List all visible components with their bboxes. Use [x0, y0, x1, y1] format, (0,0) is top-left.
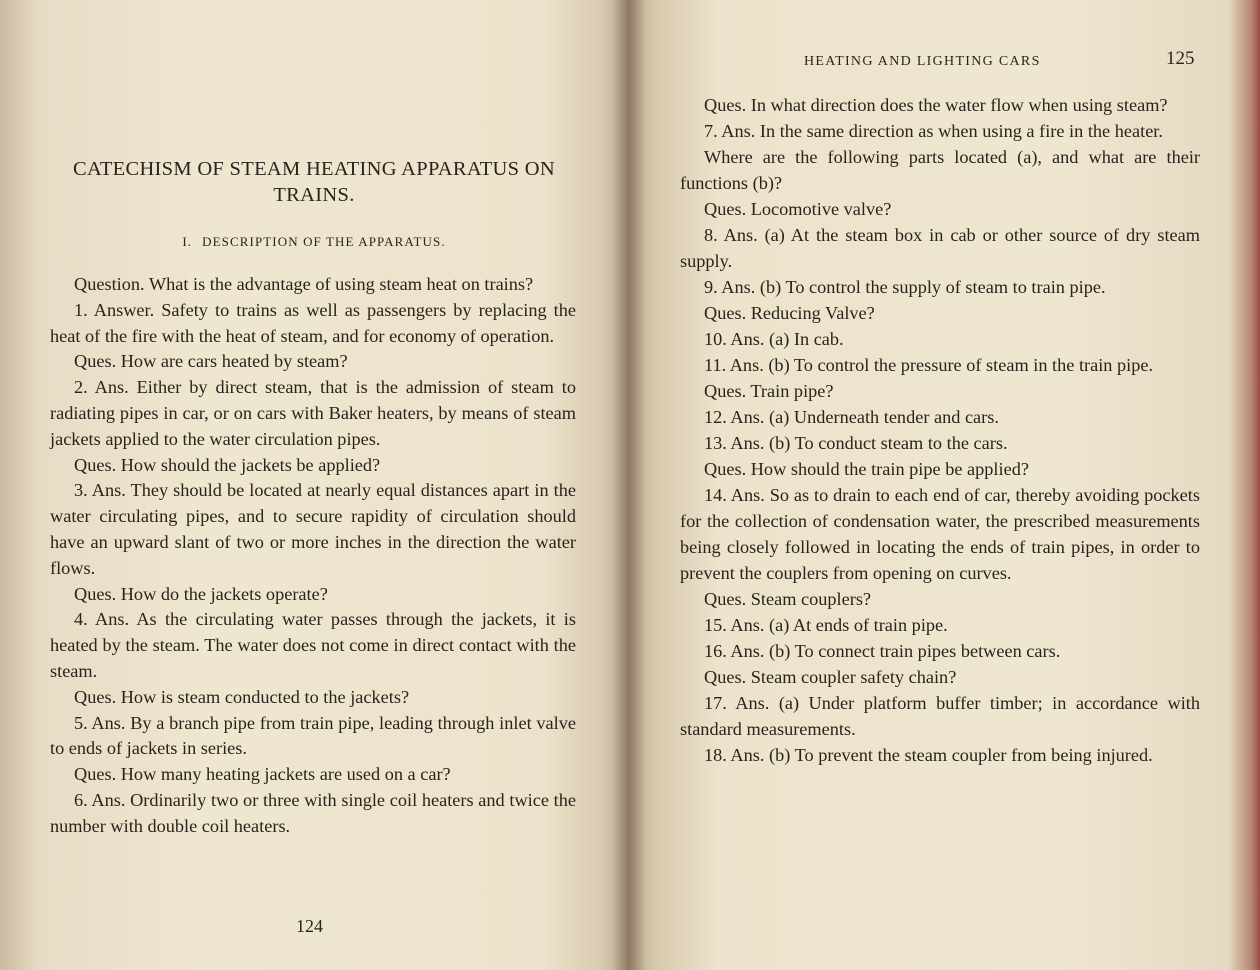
qa-text: They should be located at nearly equal distances apart in the water circulating pipes, and to secure rapidity of circulation should have an upward slant of two or more inches in the direction the water flows. — [50, 480, 576, 578]
qa-paragraph — [680, 430, 1200, 456]
qa-text: In what direction does the water flow when using steam? — [750, 95, 1168, 115]
qa-paragraph — [680, 456, 1200, 482]
qa-label: 14. Ans. — [704, 485, 765, 505]
qa-label: Ques. — [704, 381, 747, 401]
running-head: HEATING AND LIGHTING CARS — [804, 54, 1041, 69]
qa-text: Steam coupler safety chain? — [750, 667, 957, 687]
qa-paragraph — [680, 690, 1200, 742]
qa-paragraph — [680, 482, 1200, 586]
page-number: 125 — [1166, 48, 1195, 69]
qa-label: 7. Ans. — [704, 121, 756, 141]
qa-text: Steam couplers? — [750, 589, 872, 609]
qa-paragraph — [50, 298, 576, 350]
qa-text: (a) At ends of train pipe. — [769, 615, 948, 635]
chapter-heading: CATECHISM OF STEAM HEATING APPARATUS ON TRAINS. — [73, 158, 555, 206]
qa-text: What is the advantage of using steam heat on trains? — [148, 274, 534, 294]
qa-text: How are cars heated by steam? — [120, 351, 348, 372]
qa-paragraph — [680, 586, 1200, 612]
qa-paragraph — [50, 272, 576, 298]
qa-paragraph — [50, 478, 576, 581]
qa-text: How is steam conducted to the jackets? — [120, 686, 410, 707]
qa-label: 10. Ans. — [704, 329, 765, 349]
section-number: I. — [182, 234, 193, 249]
qa-text: (b) To prevent the steam coupler from being injured. — [769, 745, 1153, 765]
qa-label: 3. Ans. — [74, 480, 126, 501]
qa-paragraph — [680, 378, 1200, 404]
qa-paragraph — [680, 222, 1200, 274]
left-page — [0, 0, 628, 970]
book-gutter — [612, 0, 646, 970]
qa-label: Ques. — [704, 459, 747, 479]
qa-label: Ques. — [704, 95, 747, 115]
qa-text: (b) To control the supply of steam to train pipe. — [759, 277, 1106, 297]
qa-paragraph — [680, 300, 1200, 326]
qa-label: 17. Ans. — [704, 693, 770, 713]
qa-text: (a) Under platform buffer timber; in accordance with standard measurements. — [680, 693, 1200, 739]
qa-label: 1. Answer. — [74, 299, 155, 320]
qa-paragraph — [50, 788, 576, 840]
qa-paragraph — [680, 612, 1200, 638]
qa-text: (b) To control the pressure of steam in the train pipe. — [768, 355, 1154, 375]
qa-label: 15. Ans. — [704, 615, 765, 635]
qa-text: How do the jackets operate? — [120, 583, 328, 604]
qa-text: In the same direction as when using a fire in the heater. — [759, 121, 1163, 141]
qa-text: Locomotive valve? — [750, 199, 892, 219]
qa-label: 12. Ans. — [704, 407, 765, 427]
qa-paragraph — [50, 711, 576, 763]
qa-label: Ques. — [74, 686, 117, 707]
qa-label: Ques. — [74, 583, 117, 604]
right-page-body — [680, 92, 1200, 768]
qa-label: 11. Ans. — [704, 355, 764, 375]
qa-paragraph — [50, 349, 576, 375]
qa-label: Ques. — [704, 199, 747, 219]
qa-paragraph — [50, 375, 576, 452]
qa-label: 18. Ans. — [704, 745, 765, 765]
left-page-body — [50, 272, 576, 840]
qa-text: How should the train pipe be applied? — [750, 459, 1029, 479]
qa-label: Ques. — [704, 303, 747, 323]
qa-text: How many heating jackets are used on a car? — [120, 764, 451, 785]
qa-text: (a) At the steam box in cab or other source of dry steam supply. — [680, 225, 1200, 271]
qa-paragraph — [50, 685, 576, 711]
qa-text: (b) To conduct steam to the cars. — [769, 433, 1008, 453]
qa-text: Safety to trains as well as passengers by replacing the heat of the fire with the heat of steam, and for economy of operation. — [50, 299, 576, 346]
qa-label: 5. Ans. — [74, 712, 126, 733]
qa-paragraph — [680, 404, 1200, 430]
qa-label: Ques. — [704, 589, 747, 609]
qa-text: (a) Underneath tender and cars. — [769, 407, 999, 427]
qa-label: 6. Ans. — [74, 789, 126, 810]
qa-paragraph — [50, 762, 576, 788]
qa-text: (b) To connect train pipes between cars. — [769, 641, 1061, 661]
qa-paragraph — [680, 742, 1200, 768]
qa-paragraph — [680, 118, 1200, 144]
qa-text: By a branch pipe from train pipe, leading through inlet valve to ends of jackets in series. — [50, 712, 576, 759]
qa-label: 4. Ans. — [74, 609, 130, 630]
qa-label: 9. Ans. — [704, 277, 756, 297]
qa-paragraph — [50, 607, 576, 684]
qa-paragraph — [680, 638, 1200, 664]
qa-label: Ques. — [74, 764, 117, 785]
qa-paragraph — [680, 196, 1200, 222]
qa-label: 16. Ans. — [704, 641, 765, 661]
qa-label: Ques. — [74, 351, 117, 372]
qa-paragraph — [680, 326, 1200, 352]
qa-label: 8. Ans. — [704, 225, 758, 245]
qa-text: As the circulating water passes through the jackets, it is heated by the steam. The water does not come in direct contact with the steam. — [50, 609, 576, 681]
qa-label: Ques. — [74, 454, 117, 475]
qa-text: How should the jackets be applied? — [120, 454, 381, 475]
qa-text: So as to drain to each end of car, thereby avoiding pockets for the collection of condensation water, the prescribed measurements being closely followed in locating the ends of train pipes, in order to prevent the couplers from opening on curves. — [680, 485, 1200, 583]
qa-paragraph — [50, 582, 576, 608]
page-number: 124 — [296, 916, 323, 936]
qa-label: 13. Ans. — [704, 433, 765, 453]
section-title: DESCRIPTION OF THE APPARATUS. — [202, 234, 446, 249]
qa-paragraph — [680, 144, 1200, 196]
qa-paragraph — [680, 274, 1200, 300]
qa-paragraph — [680, 664, 1200, 690]
qa-text: Ordinarily two or three with single coil heaters and twice the number with double coil heaters. — [50, 789, 576, 836]
qa-paragraph — [680, 92, 1200, 118]
qa-text: Train pipe? — [750, 381, 834, 401]
qa-text: Where are the following parts located (a), and what are their functions (b)? — [680, 147, 1200, 193]
qa-paragraph — [50, 453, 576, 479]
qa-paragraph — [680, 352, 1200, 378]
qa-label: Question. — [74, 274, 145, 294]
qa-label: Ques. — [704, 667, 747, 687]
qa-label: 2. Ans. — [74, 377, 129, 398]
qa-text: Reducing Valve? — [750, 303, 875, 323]
section-heading — [40, 234, 588, 250]
qa-text: Either by direct steam, that is the admission of steam to radiating pipes in car, or on cars with Baker heaters, by means of steam jackets applied to the water circulation pipes. — [50, 377, 576, 449]
qa-text: (a) In cab. — [769, 329, 844, 349]
